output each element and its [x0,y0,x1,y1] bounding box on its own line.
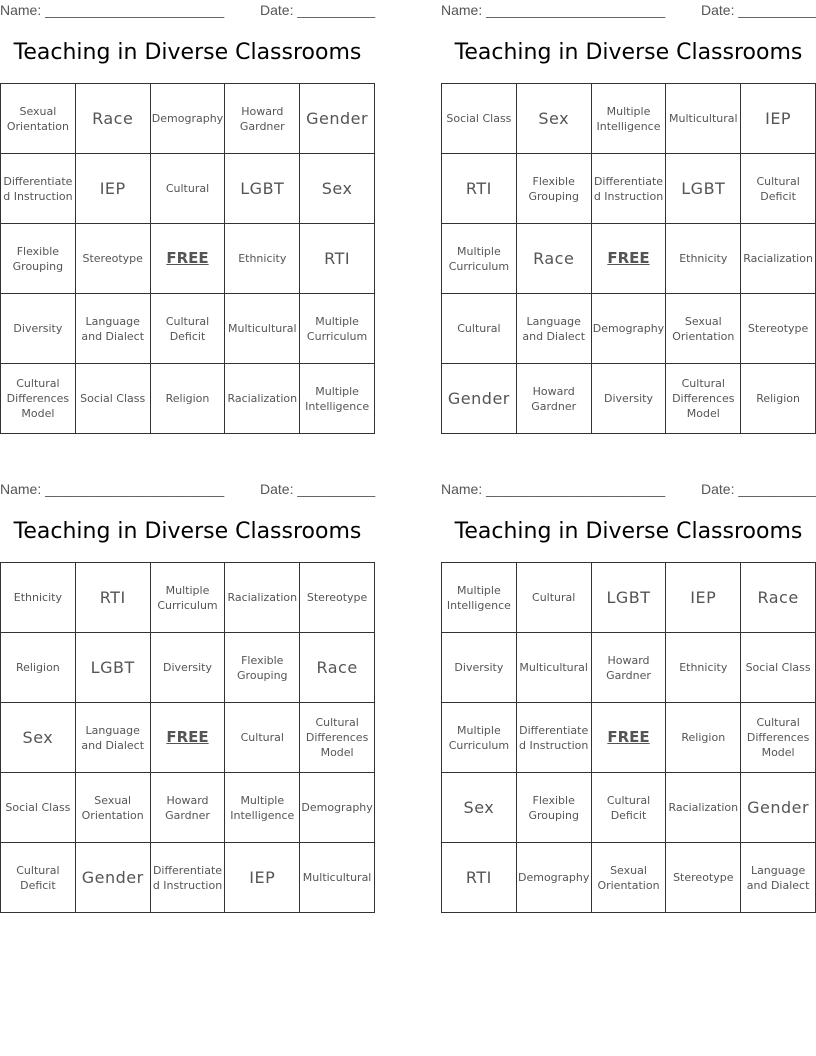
name-field-label: Name: _______________________ [441,481,666,497]
bingo-cell: Race [517,224,592,294]
bingo-cell: Race [76,84,151,154]
free-space-cell: FREE [151,703,226,773]
bingo-cell: Racialization [225,563,300,633]
name-date-line [441,481,816,499]
bingo-cell: Howard Gardner [225,84,300,154]
bingo-cell: LGBT [592,563,667,633]
bingo-cell: Social Class [1,773,76,843]
bingo-cell: Language and Dialect [76,294,151,364]
bingo-cell: Cultural [151,154,226,224]
bingo-cell: Religion [741,364,816,434]
bingo-cell: Social Class [442,84,517,154]
bingo-cell: Demography [592,294,667,364]
bingo-cell: Sexual Orientation [592,843,667,913]
bingo-cell: Sexual Orientation [1,84,76,154]
bingo-cell: Multiple Curriculum [151,563,226,633]
bingo-card [441,479,816,919]
bingo-cell: Gender [741,773,816,843]
bingo-cell: Demography [300,773,375,843]
bingo-cell: Cultural Deficit [741,154,816,224]
bingo-cell: Multiple Intelligence [442,563,517,633]
bingo-cell: Multiple Curriculum [442,703,517,773]
bingo-cell: Language and Dialect [741,843,816,913]
bingo-cell: Stereotype [76,224,151,294]
bingo-cell: Ethnicity [1,563,76,633]
bingo-cell: Cultural Differences Model [741,703,816,773]
bingo-cell: RTI [442,154,517,224]
bingo-cell: Demography [517,843,592,913]
bingo-cell: Diversity [592,364,667,434]
date-field-label: Date: __________ [701,481,816,497]
bingo-cell: Religion [151,364,226,434]
name-field-label: Name: _______________________ [0,2,225,18]
bingo-cell: Social Class [76,364,151,434]
bingo-cell: Cultural Deficit [1,843,76,913]
bingo-cell: Sex [442,773,517,843]
bingo-card [0,0,375,440]
bingo-cell: RTI [76,563,151,633]
bingo-cell: Differentiated Instruction [151,843,226,913]
bingo-card [441,0,816,440]
bingo-cell: Diversity [442,633,517,703]
bingo-cell: Sex [1,703,76,773]
bingo-cell: Multiple Intelligence [592,84,667,154]
bingo-grid [0,562,375,913]
bingo-cell: IEP [741,84,816,154]
bingo-cell: Racialization [741,224,816,294]
bingo-cell: Language and Dialect [517,294,592,364]
bingo-cell: Religion [666,703,741,773]
bingo-cell: Multiple Curriculum [300,294,375,364]
bingo-cell: Cultural [442,294,517,364]
bingo-cell: Sex [300,154,375,224]
bingo-cell: Stereotype [300,563,375,633]
free-space-cell: FREE [592,224,667,294]
bingo-cell: Cultural Differences Model [300,703,375,773]
card-title: Teaching in Diverse Classrooms [454,40,803,65]
bingo-cell: Stereotype [666,843,741,913]
bingo-cell: Multiple Intelligence [300,364,375,434]
bingo-cell: IEP [76,154,151,224]
bingo-cell: Gender [76,843,151,913]
bingo-cell: Multiple Curriculum [442,224,517,294]
bingo-cell: Cultural Deficit [151,294,226,364]
bingo-cell: Flexible Grouping [225,633,300,703]
name-date-line [0,481,375,499]
bingo-cell: LGBT [225,154,300,224]
bingo-cell: Language and Dialect [76,703,151,773]
free-space-cell: FREE [151,224,226,294]
bingo-cell: Flexible Grouping [517,154,592,224]
date-field-label: Date: __________ [260,2,376,18]
bingo-cell: Cultural [517,563,592,633]
bingo-cell: Cultural Deficit [592,773,667,843]
bingo-cell: Multicultural [517,633,592,703]
bingo-cell: Racialization [225,364,300,434]
bingo-cell: IEP [225,843,300,913]
name-field-label: Name: _______________________ [0,481,225,497]
bingo-cell: Ethnicity [225,224,300,294]
bingo-grid [0,83,375,434]
bingo-cell: Differentiated Instruction [517,703,592,773]
bingo-cell: Ethnicity [666,224,741,294]
bingo-cell: Howard Gardner [517,364,592,434]
card-title: Teaching in Diverse Classrooms [454,519,803,544]
bingo-cell: Sex [517,84,592,154]
bingo-cell: Diversity [1,294,76,364]
bingo-cell: LGBT [666,154,741,224]
name-date-line [441,2,816,20]
bingo-cell: Flexible Grouping [517,773,592,843]
bingo-cell: Multicultural [300,843,375,913]
bingo-cell: LGBT [76,633,151,703]
date-field-label: Date: __________ [260,481,376,497]
bingo-cell: Differentiated Instruction [1,154,76,224]
bingo-cell: Cultural Differences Model [1,364,76,434]
bingo-cell: Stereotype [741,294,816,364]
bingo-cell: IEP [666,563,741,633]
bingo-cell: Social Class [741,633,816,703]
bingo-cell: Demography [151,84,226,154]
bingo-cell: Cultural [225,703,300,773]
bingo-cell: Ethnicity [666,633,741,703]
card-title: Teaching in Diverse Classrooms [13,40,362,65]
free-space-cell: FREE [592,703,667,773]
bingo-cell: Sexual Orientation [76,773,151,843]
bingo-cell: Racialization [666,773,741,843]
bingo-cell: Religion [1,633,76,703]
date-field-label: Date: __________ [701,2,816,18]
bingo-cell: Sexual Orientation [666,294,741,364]
bingo-cell: Differentiated Instruction [592,154,667,224]
name-date-line [0,2,375,20]
bingo-cell: Multiple Intelligence [225,773,300,843]
bingo-card [0,479,375,919]
bingo-cell: Multicultural [225,294,300,364]
bingo-cell: Howard Gardner [592,633,667,703]
name-field-label: Name: _______________________ [441,2,666,18]
bingo-cell: Gender [442,364,517,434]
bingo-grid [441,83,816,434]
bingo-cell: Flexible Grouping [1,224,76,294]
bingo-cell: Multicultural [666,84,741,154]
bingo-cell: Cultural Differences Model [666,364,741,434]
bingo-cell: RTI [300,224,375,294]
bingo-cell: Race [741,563,816,633]
bingo-cell: Diversity [151,633,226,703]
bingo-grid [441,562,816,913]
bingo-cell: Gender [300,84,375,154]
card-title: Teaching in Diverse Classrooms [13,519,362,544]
bingo-cell: Race [300,633,375,703]
bingo-cell: Howard Gardner [151,773,226,843]
bingo-cell: RTI [442,843,517,913]
